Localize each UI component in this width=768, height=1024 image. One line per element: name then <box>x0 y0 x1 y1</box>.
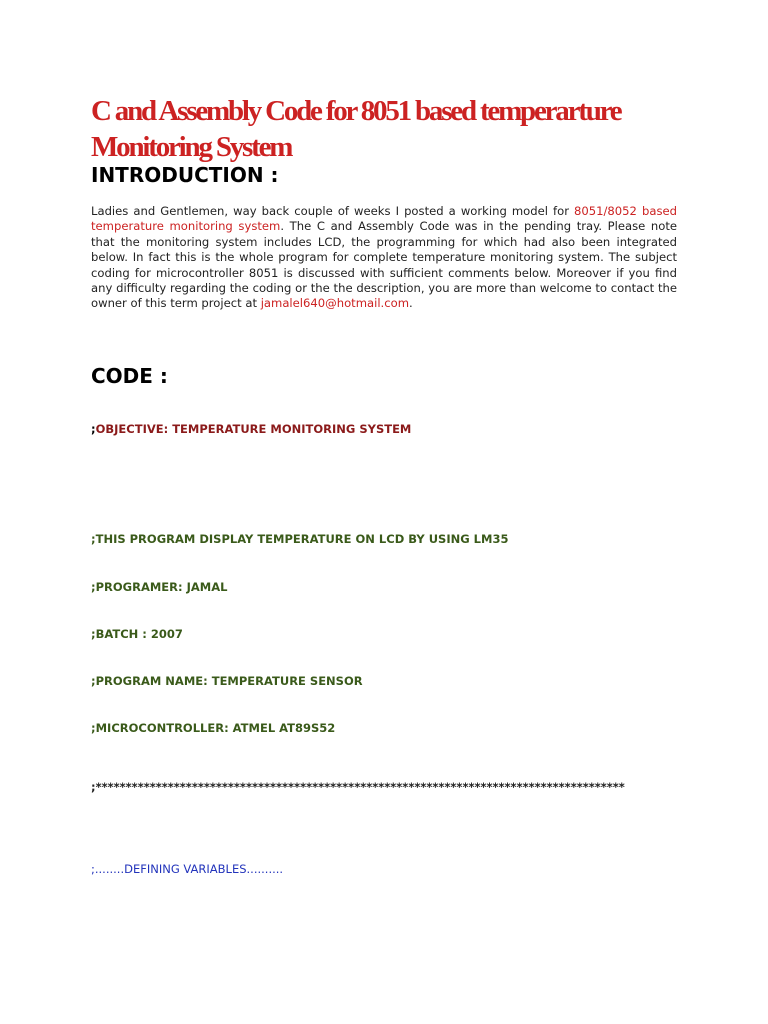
code-comment-microcontroller: ;MICROCONTROLLER: ATMEL AT89S52 <box>91 721 336 735</box>
introduction-paragraph <box>91 204 677 312</box>
code-comment-display: ;THIS PROGRAM DISPLAY TEMPERATURE ON LCD BY USING LM35 <box>91 532 509 546</box>
project-link[interactable]: 8051/8052 based temperature monitoring system <box>91 204 677 234</box>
code-separator-stars: ;**************************************************************************************** <box>91 780 625 794</box>
code-comment-program-name: ;PROGRAM NAME: TEMPERATURE SENSOR <box>91 674 363 688</box>
code-comment-prefix: ; <box>91 422 96 436</box>
code-comment-defining-variables: ;........DEFINING VARIABLES.......... <box>91 862 284 876</box>
introduction-heading: INTRODUCTION : <box>91 163 279 187</box>
code-comment-programer: ;PROGRAMER: JAMAL <box>91 580 228 594</box>
code-comment-batch: ;BATCH : 2007 <box>91 627 183 641</box>
intro-text-1: Ladies and Gentlemen, way back couple of weeks I posted a working model for <box>91 204 575 218</box>
code-objective-line <box>91 421 411 437</box>
page-title: C and Assembly Code for 8051 based temperarture Monitoring System <box>91 95 621 163</box>
code-objective-text: OBJECTIVE: TEMPERATURE MONITORING SYSTEM <box>95 422 412 436</box>
email-link[interactable]: jamalel640@hotmail.com <box>260 296 409 311</box>
intro-text-3: . <box>409 296 413 311</box>
code-heading: CODE : <box>91 364 168 388</box>
intro-text-2: . The C and Assembly Code was in the pending tray. Please note that the monitoring system includes LCD, the programming for which had also been integrated below. In fact this is the whole program for complete temperature monitoring system. The subject coding for microcontroller 8051 is discussed with sufficient comments below. Moreover if you find any difficulty regarding the coding or the the description, you are more than welcome to contact the owner of this term project at <box>91 219 678 311</box>
